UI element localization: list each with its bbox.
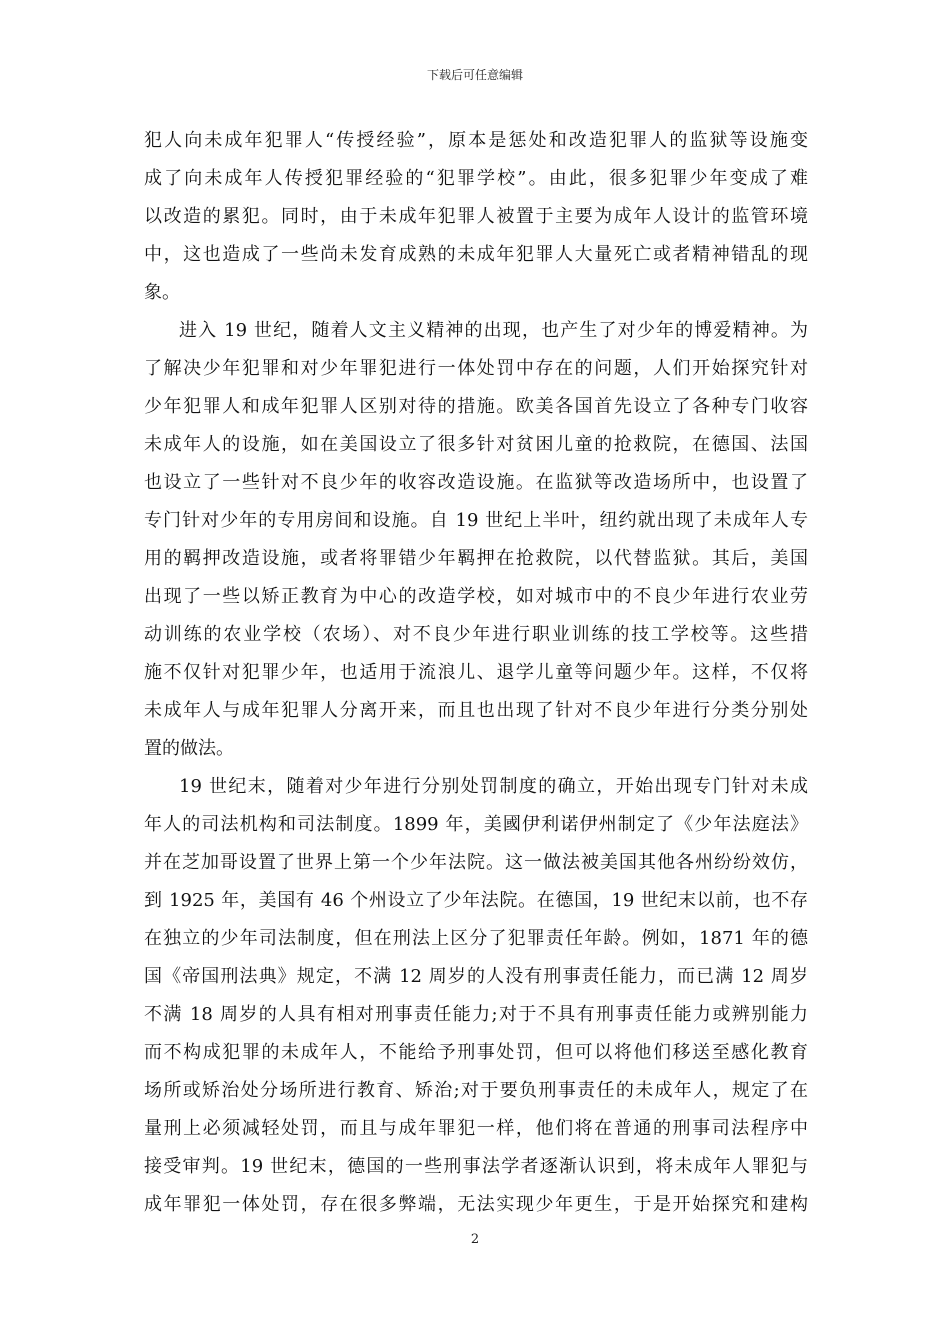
- text-line: 未成年人与成年犯罪人分离开来，而且也出现了针对不良少年进行分类分别处: [144, 700, 808, 721]
- text-line: 年人的司法机构和司法制度。1899 年，美國伊利诺伊州制定了《少年法庭法》: [144, 814, 808, 835]
- text-line: 少年犯罪人和成年犯罪人区别对待的措施。欧美各国首先设立了各种专门收容: [144, 396, 808, 417]
- text-line: 场所或矫治处分场所进行教育、矫治;对于要负刑事责任的未成年人，规定了在: [144, 1080, 808, 1101]
- text-line: 未成年人的设施，如在美国设立了很多针对贫困儿童的抢救院，在德国、法国: [144, 434, 808, 455]
- text-line: 专门针对少年的专用房间和设施。自 19 世纪上半叶，纽约就出现了未成年人专: [144, 510, 808, 531]
- text-line: 也设立了一些针对不良少年的收容改造设施。在监狱等改造场所中，也设置了: [144, 472, 808, 493]
- text-line: 而不构成犯罪的未成年人，不能给予刑事处罚，但可以将他们移送至感化教育: [144, 1042, 808, 1063]
- text-line: 象。: [144, 282, 180, 303]
- document-body: [144, 122, 808, 1224]
- paragraph: [144, 122, 808, 312]
- text-line: 成了向未成年人传授犯罪经验的“犯罪学校”。由此，很多犯罪少年变成了难: [144, 168, 808, 189]
- text-line: 出现了一些以矫正教育为中心的改造学校，如对城市中的不良少年进行农业劳: [144, 586, 808, 607]
- page-number: 2: [470, 1232, 480, 1247]
- text-line: 成年罪犯一体处罚，存在很多弊端，无法实现少年更生，于是开始探究和建构: [144, 1194, 808, 1215]
- text-line: 到 1925 年，美国有 46 个州设立了少年法院。在德国，19 世纪末以前，也不存: [144, 890, 808, 911]
- text-line: 中，这也造成了一些尚未发育成熟的未成年犯罪人大量死亡或者精神错乱的现: [144, 244, 808, 265]
- text-line: 国《帝国刑法典》规定，不满 12 周岁的人没有刑事责任能力，而已满 12 周岁: [144, 966, 808, 987]
- text-line: 量刑上必须减轻处罚，而且与成年罪犯一样，他们将在普通的刑事司法程序中: [144, 1118, 808, 1139]
- text-line: 以改造的累犯。同时，由于未成年犯罪人被置于主要为成年人设计的监管环境: [144, 206, 808, 227]
- paragraph: [144, 312, 808, 768]
- text-line: 施不仅针对犯罪少年，也适用于流浪儿、退学儿童等问题少年。这样，不仅将: [144, 662, 808, 683]
- paragraph: [144, 768, 808, 1224]
- text-line: 置的做法。: [144, 738, 234, 759]
- page-header-note: 下载后可任意编辑: [426, 68, 523, 82]
- text-line: 在独立的少年司法制度，但在刑法上区分了犯罪责任年龄。例如，1871 年的德: [144, 928, 808, 949]
- text-line: 了解决少年犯罪和对少年罪犯进行一体处罚中存在的问题，人们开始探究针对: [144, 358, 808, 379]
- text-line: 接受审判。19 世纪末，德国的一些刑事法学者逐渐认识到，将未成年人罪犯与: [144, 1156, 808, 1177]
- text-line: 用的羁押改造设施，或者将罪错少年羁押在抢救院，以代替监狱。其后，美国: [144, 548, 808, 569]
- text-line: 并在芝加哥设置了世界上第一个少年法院。这一做法被美国其他各州纷纷效仿，: [144, 852, 808, 873]
- text-line: 19 世纪末，随着对少年进行分别处罚制度的确立，开始出现专门针对未成: [179, 776, 808, 797]
- text-line: 进入 19 世纪，随着人文主义精神的出现，也产生了对少年的博爱精神。为: [179, 320, 808, 341]
- text-line: 犯人向未成年犯罪人“传授经验”，原本是惩处和改造犯罪人的监狱等设施变: [144, 130, 808, 151]
- text-line: 动训练的农业学校（农场）、对不良少年进行职业训练的技工学校等。这些措: [144, 624, 808, 645]
- text-line: 不满 18 周岁的人具有相对刑事责任能力;对于不具有刑事责任能力或辨别能力: [144, 1004, 808, 1025]
